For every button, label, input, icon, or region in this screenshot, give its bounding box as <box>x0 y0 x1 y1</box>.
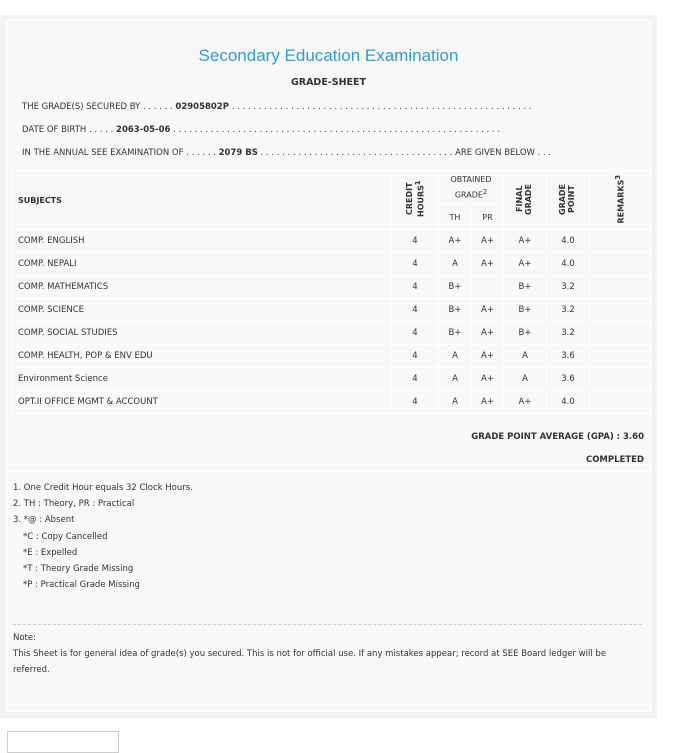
table-row <box>12 276 651 299</box>
header-remarks: REMARKS$^3$ <box>590 171 651 230</box>
footnote: *C : Copy Cancelled <box>23 531 108 542</box>
grade-sheet <box>6 19 651 712</box>
cell-pr: A+ <box>472 391 504 414</box>
cell-final: A <box>504 368 547 391</box>
cell-remarks <box>590 391 651 414</box>
exam-title: Secondary Education Examination <box>198 46 459 65</box>
cell-subject: COMP. HEALTH, POP & ENV EDU <box>12 345 392 368</box>
exam-year: 2079 BS <box>218 148 258 158</box>
cell-final: B+ <box>504 322 547 345</box>
cell-subject: COMP. MATHEMATICS <box>12 276 392 299</box>
cell-gp: 4.0 <box>547 230 590 253</box>
note <box>13 630 633 678</box>
cell-subject: COMP. SCIENCE <box>12 299 392 322</box>
cell-credit: 4 <box>392 345 439 368</box>
cell-th: A <box>439 391 472 414</box>
cell-pr: A+ <box>472 345 504 368</box>
cell-pr: A+ <box>472 299 504 322</box>
exam-suffix: ARE GIVEN BELOW . . . <box>455 148 552 158</box>
cell-remarks <box>590 322 651 345</box>
cell-final: A <box>504 345 547 368</box>
cell-gp: 3.2 <box>547 276 590 299</box>
header-obtained-grade: OBTAINED GRADE$^2$ <box>439 171 504 205</box>
divider <box>7 471 650 472</box>
header-th: TH <box>439 205 472 230</box>
cell-th: A <box>439 345 472 368</box>
dashed-divider <box>13 624 642 625</box>
cell-remarks <box>590 299 651 322</box>
grade-sheet-container <box>0 15 657 718</box>
header-subjects: SUBJECTS <box>12 171 392 230</box>
dots: . . . . . . . . . . . . . . . . . . . . . . . . . . . . . . . . . . . . . . . . . . . . . . . . . . . . . . . . <box>228 102 532 112</box>
cell-gp: 3.6 <box>547 345 590 368</box>
cell-gp: 3.2 <box>547 322 590 345</box>
dots: . . . . . . . . . . . . . . . . . . . . . . . . . . . . . . . . . . . . <box>257 148 456 158</box>
cell-credit: 4 <box>392 276 439 299</box>
sheet-subtitle: GRADE-SHEET <box>290 77 367 88</box>
header-final-grade: FINAL GRADE <box>504 171 547 230</box>
table-row <box>12 253 651 276</box>
cell-subject: OPT.II OFFICE MGMT & ACCOUNT <box>12 391 392 414</box>
table-row <box>12 299 651 322</box>
cell-credit: 4 <box>392 322 439 345</box>
cell-credit: 4 <box>392 253 439 276</box>
cell-remarks <box>590 345 651 368</box>
cell-subject: Environment Science <box>12 368 392 391</box>
cell-remarks <box>590 253 651 276</box>
table-row <box>12 391 651 414</box>
footnotes <box>13 480 193 593</box>
dob-label: DATE OF BIRTH . . . . . <box>22 125 117 135</box>
table-row <box>12 345 651 368</box>
cell-gp: 3.6 <box>547 368 590 391</box>
cell-pr: A+ <box>472 230 504 253</box>
cell-pr <box>472 276 504 299</box>
footnote: 1. One Credit Hour equals 32 Clock Hours. <box>13 483 193 493</box>
header-pr: PR <box>472 205 504 230</box>
table-row <box>12 322 651 345</box>
cell-th: B+ <box>439 276 472 299</box>
cell-remarks <box>590 230 651 253</box>
cell-gp: 4.0 <box>547 391 590 414</box>
action-button[interactable] <box>7 731 119 753</box>
secured-by-line <box>22 102 532 112</box>
cell-th: A <box>439 368 472 391</box>
cell-final: B+ <box>504 276 547 299</box>
footnote: *E : Expelled <box>23 547 78 558</box>
cell-final: A+ <box>504 230 547 253</box>
result-status: COMPLETED <box>585 455 644 465</box>
note-label: Note: <box>13 633 36 643</box>
cell-pr: A+ <box>472 253 504 276</box>
exam-line <box>22 148 551 158</box>
date-of-birth: 2063-05-06 <box>116 125 171 135</box>
cell-credit: 4 <box>392 368 439 391</box>
table-row <box>12 230 651 253</box>
cell-pr: A+ <box>472 322 504 345</box>
footnote: 3. *@ : Absent <box>13 515 75 526</box>
cell-gp: 3.2 <box>547 299 590 322</box>
header-credit-hours: CREDIT HOURS$^1$ <box>392 171 439 230</box>
symbol-number: 02905802P <box>175 102 229 112</box>
cell-gp: 4.0 <box>547 253 590 276</box>
table-row <box>12 368 651 391</box>
note-text: This Sheet is for general idea of grade(s) you secured. This is not for official use. If any mistakes appear; record at SEE Board ledger will be referred. <box>13 649 607 675</box>
cell-subject: COMP. SOCIAL STUDIES <box>12 322 392 345</box>
cell-final: A+ <box>504 391 547 414</box>
cell-th: A+ <box>439 230 472 253</box>
exam-label: IN THE ANNUAL SEE EXAMINATION OF . . . . . . <box>22 148 219 158</box>
cell-subject: COMP. NEPALI <box>12 253 392 276</box>
cell-remarks <box>590 276 651 299</box>
cell-credit: 4 <box>392 391 439 414</box>
footnote: *T : Theory Grade Missing <box>23 564 134 575</box>
footnote: 2. TH : Theory, PR : Practical <box>13 499 135 510</box>
footnote: *P : Practical Grade Missing <box>23 580 140 591</box>
cell-pr: A+ <box>472 368 504 391</box>
cell-credit: 4 <box>392 230 439 253</box>
cell-subject: COMP. ENGLISH <box>12 230 392 253</box>
dob-line <box>22 125 500 135</box>
secured-by-label: THE GRADE(S) SECURED BY . . . . . . <box>22 102 176 112</box>
cell-final: B+ <box>504 299 547 322</box>
dots: . . . . . . . . . . . . . . . . . . . . . . . . . . . . . . . . . . . . . . . . . . . . . . . . . . . . . . . . . . . . . <box>170 125 501 135</box>
cell-th: B+ <box>439 322 472 345</box>
cell-final: A+ <box>504 253 547 276</box>
grades-table <box>11 170 651 414</box>
cell-th: B+ <box>439 299 472 322</box>
header-grade-point: GRADE POINT <box>547 171 590 230</box>
cell-remarks <box>590 368 651 391</box>
gpa: GRADE POINT AVERAGE (GPA) : 3.60 <box>471 432 644 442</box>
cell-credit: 4 <box>392 299 439 322</box>
cell-th: A <box>439 253 472 276</box>
